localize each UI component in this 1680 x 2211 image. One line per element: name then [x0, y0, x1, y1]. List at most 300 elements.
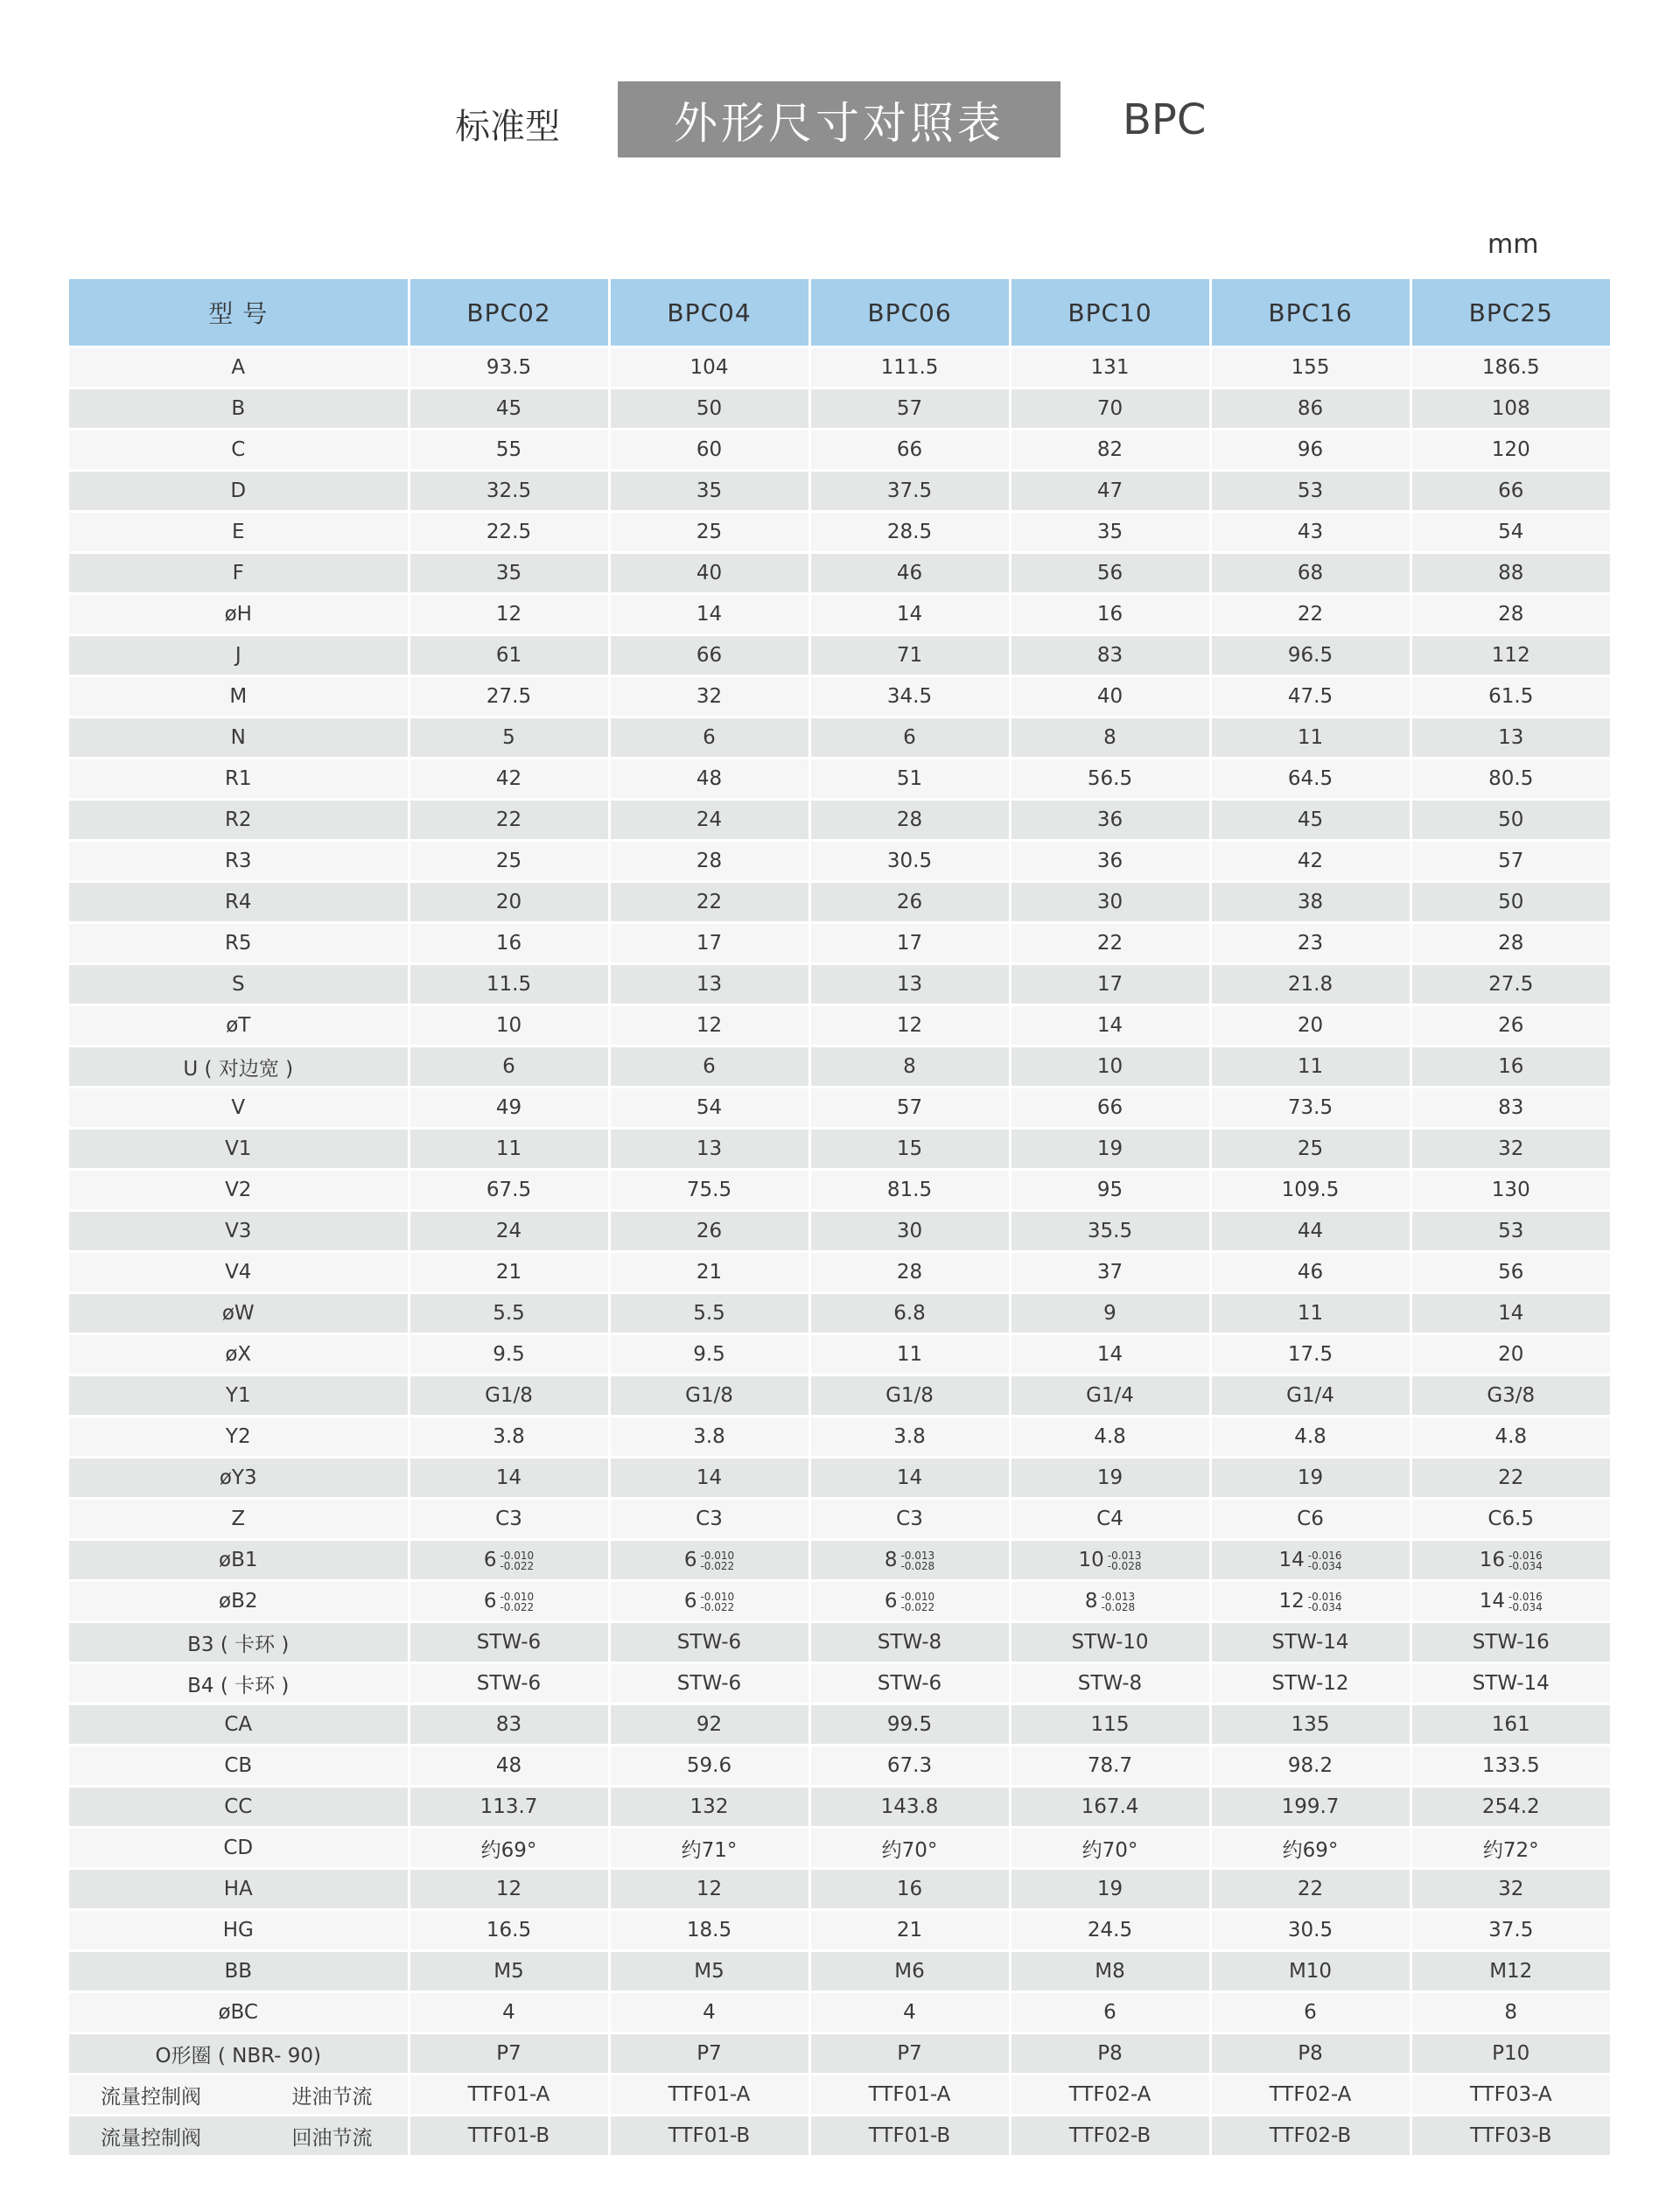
table-cell: STW-8	[1010, 1663, 1210, 1704]
table-cell: 111.5	[809, 347, 1010, 388]
table-cell: 4.8	[1210, 1417, 1410, 1458]
table-cell: 约69°	[1210, 1828, 1410, 1869]
table-row	[69, 759, 1610, 800]
table-cell: 35	[409, 553, 609, 594]
page-header	[0, 81, 1680, 157]
table-cell: 66	[809, 430, 1010, 471]
table-cell: 28	[809, 800, 1010, 841]
table-cell: 21.8	[1210, 964, 1410, 1005]
table-cell: STW-6	[409, 1663, 609, 1704]
table-cell: 12	[409, 1869, 609, 1910]
table-cell: 167.4	[1010, 1787, 1210, 1828]
table-cell: STW-6	[609, 1622, 809, 1663]
nominal-value: 6	[683, 1549, 697, 1571]
table-cell: 28	[609, 841, 809, 882]
table-cell: 71	[809, 635, 1010, 676]
table-cell: 30.5	[1210, 1910, 1410, 1951]
table-cell: 64.5	[1210, 759, 1410, 800]
table-cell: 133.5	[1410, 1746, 1610, 1787]
table-cell: 120	[1410, 430, 1610, 471]
row-label: R4	[69, 882, 409, 923]
table-cell: 11.5	[409, 964, 609, 1005]
column-header-model: 型 号	[69, 279, 409, 347]
valve-label: 流量控制阀	[101, 2126, 201, 2150]
table-cell: 28.5	[809, 512, 1010, 553]
table-cell: 68	[1210, 553, 1410, 594]
table-row	[69, 1499, 1610, 1540]
table-cell: 14	[609, 1458, 809, 1499]
table-cell: 17	[809, 923, 1010, 964]
table-cell: 26	[1410, 1005, 1610, 1046]
table-cell: 14	[609, 594, 809, 635]
table-cell: 12	[409, 594, 609, 635]
nominal-value: 6	[483, 1590, 497, 1613]
tolerance-values	[1108, 1550, 1142, 1571]
table-row	[69, 1211, 1610, 1252]
table-cell: STW-14	[1410, 1663, 1610, 1704]
table-row	[69, 1663, 1610, 1704]
table-cell: 19	[1010, 1869, 1210, 1910]
upper-tolerance: -0.016	[1307, 1549, 1342, 1562]
table-cell: 36	[1010, 841, 1210, 882]
table-row	[69, 882, 1610, 923]
row-label: J	[69, 635, 409, 676]
table-cell: 37.5	[1410, 1910, 1610, 1951]
row-label: A	[69, 347, 409, 388]
row-label: CD	[69, 1828, 409, 1869]
table-cell: 11	[809, 1334, 1010, 1375]
table-cell: M8	[1010, 1951, 1210, 1992]
table-cell: 38	[1210, 882, 1410, 923]
nominal-value: 16	[1479, 1549, 1506, 1571]
tolerance-cell	[409, 1581, 609, 1622]
table-cell: C4	[1010, 1499, 1210, 1540]
row-label: N	[69, 717, 409, 759]
table-cell: 86	[1210, 388, 1410, 430]
row-label: R3	[69, 841, 409, 882]
table-cell: STW-6	[409, 1622, 609, 1663]
table-cell: G1/8	[409, 1375, 609, 1417]
dimension-table	[69, 279, 1610, 2158]
table-cell: 19	[1010, 1458, 1210, 1499]
table-cell: 75.5	[609, 1170, 809, 1211]
table-row	[69, 1129, 1610, 1170]
row-label: V4	[69, 1252, 409, 1293]
table-cell: 约69°	[409, 1828, 609, 1869]
table-cell: 17	[609, 923, 809, 964]
table-cell: 83	[409, 1704, 609, 1746]
lower-tolerance: -0.034	[1508, 1600, 1543, 1613]
table-cell: 16	[409, 923, 609, 964]
table-cell: 199.7	[1210, 1787, 1410, 1828]
table-cell: STW-6	[809, 1663, 1010, 1704]
table-header-row	[69, 279, 1610, 347]
table-cell: 9	[1010, 1293, 1210, 1334]
table-cell: 42	[409, 759, 609, 800]
table-cell: 约70°	[809, 1828, 1010, 1869]
table-cell: 5	[409, 717, 609, 759]
table-cell: 82	[1010, 430, 1210, 471]
table-cell: 26	[609, 1211, 809, 1252]
table-cell: 131	[1010, 347, 1210, 388]
row-label: CC	[69, 1787, 409, 1828]
table-row	[69, 1252, 1610, 1293]
table-cell: M5	[609, 1951, 809, 1992]
table-row	[69, 841, 1610, 882]
table-cell: 17	[1010, 964, 1210, 1005]
table-cell: 40	[1010, 676, 1210, 717]
table-cell: 115	[1010, 1704, 1210, 1746]
upper-tolerance: -0.013	[900, 1549, 935, 1562]
table-row	[69, 1540, 1610, 1581]
table-cell: 67.5	[409, 1170, 609, 1211]
table-row	[69, 1375, 1610, 1417]
tolerance-cell	[1410, 1581, 1610, 1622]
table-cell: 109.5	[1210, 1170, 1410, 1211]
lower-tolerance: -0.022	[700, 1600, 735, 1613]
table-cell: 132	[609, 1787, 809, 1828]
lower-tolerance: -0.034	[1307, 1600, 1342, 1613]
table-cell: 13	[609, 1129, 809, 1170]
table-cell: 37.5	[809, 471, 1010, 512]
nominal-value: 6	[683, 1590, 697, 1613]
table-cell: 12	[609, 1005, 809, 1046]
table-cell: M5	[409, 1951, 609, 1992]
table-cell: 32.5	[409, 471, 609, 512]
table-cell: 70	[1010, 388, 1210, 430]
table-cell: 14	[1010, 1005, 1210, 1046]
table-cell: 54	[609, 1088, 809, 1129]
table-cell: TTF01-B	[409, 2116, 609, 2157]
table-row	[69, 1869, 1610, 1910]
table-cell: 6	[1010, 1992, 1210, 2033]
table-row	[69, 1293, 1610, 1334]
table-row	[69, 1787, 1610, 1828]
nominal-value: 12	[1278, 1590, 1305, 1613]
lower-tolerance: -0.022	[700, 1559, 735, 1572]
table-cell: 53	[1210, 471, 1410, 512]
table-row	[69, 1746, 1610, 1787]
table-cell: 6	[409, 1046, 609, 1088]
table-cell: TTF02-B	[1210, 2116, 1410, 2157]
table-row	[69, 1005, 1610, 1046]
table-cell: 113.7	[409, 1787, 609, 1828]
tolerance-cell	[1410, 1540, 1610, 1581]
table-row	[69, 553, 1610, 594]
tolerance-values	[900, 1592, 934, 1613]
lower-tolerance: -0.034	[1508, 1559, 1543, 1572]
table-cell: 96.5	[1210, 635, 1410, 676]
table-cell: STW-14	[1210, 1622, 1410, 1663]
row-label	[69, 2075, 409, 2116]
table-cell: C3	[609, 1499, 809, 1540]
table-cell: 35	[1010, 512, 1210, 553]
table-cell: 28	[809, 1252, 1010, 1293]
table-row	[69, 1704, 1610, 1746]
table-cell: 约70°	[1010, 1828, 1210, 1869]
row-label: CA	[69, 1704, 409, 1746]
table-cell: 73.5	[1210, 1088, 1410, 1129]
table-row	[69, 594, 1610, 635]
table-cell: 104	[609, 347, 809, 388]
table-cell: 57	[809, 1088, 1010, 1129]
table-cell: 22.5	[409, 512, 609, 553]
row-label: HG	[69, 1910, 409, 1951]
table-cell: 16.5	[409, 1910, 609, 1951]
table-cell: 57	[809, 388, 1010, 430]
table-cell: M12	[1410, 1951, 1610, 1992]
table-cell: 21	[609, 1252, 809, 1293]
row-label: R2	[69, 800, 409, 841]
upper-tolerance: -0.016	[1508, 1590, 1543, 1603]
upper-tolerance: -0.010	[700, 1590, 735, 1603]
table-cell: 67.3	[809, 1746, 1010, 1787]
table-cell: 24.5	[1010, 1910, 1210, 1951]
upper-tolerance: -0.010	[500, 1590, 535, 1603]
table-row	[69, 2116, 1610, 2157]
table-cell: 9.5	[609, 1334, 809, 1375]
table-cell: C3	[809, 1499, 1010, 1540]
nominal-value: 14	[1278, 1549, 1305, 1571]
row-label: Y2	[69, 1417, 409, 1458]
tolerance-cell	[409, 1540, 609, 1581]
table-cell: 50	[1410, 800, 1610, 841]
column-header: BPC16	[1210, 279, 1410, 347]
table-cell: 48	[609, 759, 809, 800]
table-cell: 254.2	[1410, 1787, 1610, 1828]
tolerance-values	[1101, 1592, 1135, 1613]
lower-tolerance: -0.022	[500, 1559, 535, 1572]
row-label	[69, 2116, 409, 2157]
row-label: B3 ( 卡环 )	[69, 1622, 409, 1663]
table-cell: 35.5	[1010, 1211, 1210, 1252]
table-cell: C3	[409, 1499, 609, 1540]
table-cell: 40	[609, 553, 809, 594]
upper-tolerance: -0.016	[1307, 1590, 1342, 1603]
table-cell: 56	[1010, 553, 1210, 594]
table-cell: 3.8	[409, 1417, 609, 1458]
table-cell: 6	[609, 717, 809, 759]
table-cell: 14	[809, 1458, 1010, 1499]
table-cell: 130	[1410, 1170, 1610, 1211]
table-cell: 28	[1410, 923, 1610, 964]
tolerance-cell	[609, 1540, 809, 1581]
table-cell: G1/4	[1010, 1375, 1210, 1417]
table-cell: 46	[1210, 1252, 1410, 1293]
upper-tolerance: -0.016	[1508, 1549, 1543, 1562]
tolerance-values	[500, 1592, 534, 1613]
table-cell: 25	[609, 512, 809, 553]
table-row	[69, 1951, 1610, 1992]
nominal-value: 8	[1084, 1590, 1098, 1613]
table-cell: 24	[609, 800, 809, 841]
upper-tolerance: -0.013	[1101, 1590, 1136, 1603]
table-cell: 22	[1210, 594, 1410, 635]
lower-tolerance: -0.028	[900, 1559, 935, 1572]
throttle-type-label: 回油节流	[291, 2126, 373, 2150]
table-cell: 47	[1010, 471, 1210, 512]
upper-tolerance: -0.010	[700, 1549, 735, 1562]
lower-tolerance: -0.022	[900, 1600, 935, 1613]
table-cell: 28	[1410, 594, 1610, 635]
table-cell: 43	[1210, 512, 1410, 553]
table-cell: G1/8	[809, 1375, 1010, 1417]
table-cell: 112	[1410, 635, 1610, 676]
table-cell: TTF01-B	[609, 2116, 809, 2157]
upper-tolerance: -0.010	[900, 1590, 935, 1603]
table-cell: 161	[1410, 1704, 1610, 1746]
table-row	[69, 430, 1610, 471]
table-cell: 14	[809, 594, 1010, 635]
tolerance-values	[1508, 1550, 1543, 1571]
table-row	[69, 964, 1610, 1005]
table-cell: 13	[1410, 717, 1610, 759]
tolerance-cell	[1010, 1581, 1210, 1622]
page-title: 外形尺寸对照表	[618, 81, 1060, 157]
table-cell: 53	[1410, 1211, 1610, 1252]
row-label: V	[69, 1088, 409, 1129]
tolerance-values	[1308, 1592, 1342, 1613]
table-cell: 21	[409, 1252, 609, 1293]
table-cell: 3.8	[609, 1417, 809, 1458]
lower-tolerance: -0.028	[1101, 1600, 1136, 1613]
table-cell: 32	[1410, 1869, 1610, 1910]
tolerance-cell	[809, 1540, 1010, 1581]
table-row	[69, 676, 1610, 717]
table-cell: TTF02-A	[1010, 2075, 1210, 2116]
table-cell: 186.5	[1410, 347, 1610, 388]
row-label: CB	[69, 1746, 409, 1787]
table-row	[69, 2033, 1610, 2075]
table-cell: 19	[1010, 1129, 1210, 1170]
row-label: O形圈 ( NBR- 90)	[69, 2033, 409, 2075]
tolerance-values	[900, 1550, 934, 1571]
row-label: R1	[69, 759, 409, 800]
table-cell: G1/8	[609, 1375, 809, 1417]
row-label: S	[69, 964, 409, 1005]
table-cell: 14	[1410, 1293, 1610, 1334]
row-label: V1	[69, 1129, 409, 1170]
table-cell: TTF03-A	[1410, 2075, 1610, 2116]
row-label: V2	[69, 1170, 409, 1211]
table-cell: STW-8	[809, 1622, 1010, 1663]
table-cell: 19	[1210, 1458, 1410, 1499]
table-cell: P7	[809, 2033, 1010, 2075]
row-label: øX	[69, 1334, 409, 1375]
table-cell: 49	[409, 1088, 609, 1129]
tolerance-cell	[609, 1581, 809, 1622]
table-cell: 4	[809, 1992, 1010, 2033]
table-cell: 6	[609, 1046, 809, 1088]
upper-tolerance: -0.013	[1107, 1549, 1142, 1562]
row-label: øH	[69, 594, 409, 635]
table-cell: 95	[1010, 1170, 1210, 1211]
tolerance-cell	[1210, 1581, 1410, 1622]
table-cell: 25	[409, 841, 609, 882]
table-cell: 30	[1010, 882, 1210, 923]
table-cell: 143.8	[809, 1787, 1010, 1828]
table-cell: 23	[1210, 923, 1410, 964]
table-row	[69, 512, 1610, 553]
table-row	[69, 800, 1610, 841]
table-cell: 83	[1010, 635, 1210, 676]
table-cell: 6	[809, 717, 1010, 759]
table-cell: 21	[809, 1910, 1010, 1951]
table-cell: 26	[809, 882, 1010, 923]
table-cell: 32	[1410, 1129, 1610, 1170]
valve-label: 流量控制阀	[101, 2085, 201, 2109]
column-header: BPC04	[609, 279, 809, 347]
table-cell: 17.5	[1210, 1334, 1410, 1375]
table-cell: 66	[609, 635, 809, 676]
table-cell: TTF01-A	[809, 2075, 1010, 2116]
table-cell: 20	[409, 882, 609, 923]
table-cell: STW-10	[1010, 1622, 1210, 1663]
table-cell: 20	[1210, 1005, 1410, 1046]
table-cell: 11	[409, 1129, 609, 1170]
table-cell: P8	[1210, 2033, 1410, 2075]
series-type-label: 标准型	[455, 107, 560, 147]
row-label: øW	[69, 1293, 409, 1334]
table-cell: 4.8	[1410, 1417, 1610, 1458]
table-cell: 18.5	[609, 1910, 809, 1951]
row-label: R5	[69, 923, 409, 964]
table-row	[69, 1170, 1610, 1211]
nominal-value: 6	[884, 1590, 898, 1613]
nominal-value: 6	[483, 1549, 497, 1571]
table-cell: 14	[1010, 1334, 1210, 1375]
table-cell: 16	[1410, 1046, 1610, 1088]
table-row	[69, 923, 1610, 964]
table-cell: 4	[609, 1992, 809, 2033]
table-cell: 25	[1210, 1129, 1410, 1170]
table-cell: 约72°	[1410, 1828, 1610, 1869]
table-cell: 13	[609, 964, 809, 1005]
table-cell: 15	[809, 1129, 1010, 1170]
table-cell: 80.5	[1410, 759, 1610, 800]
table-cell: 99.5	[809, 1704, 1010, 1746]
table-cell: 8	[1010, 717, 1210, 759]
row-label: V3	[69, 1211, 409, 1252]
lower-tolerance: -0.034	[1307, 1559, 1342, 1572]
table-cell: 45	[1210, 800, 1410, 841]
throttle-type-label: 进油节流	[291, 2085, 373, 2109]
row-label: øB2	[69, 1581, 409, 1622]
column-header: BPC06	[809, 279, 1010, 347]
table-cell: 155	[1210, 347, 1410, 388]
table-cell: P10	[1410, 2033, 1610, 2075]
table-row	[69, 635, 1610, 676]
tolerance-values	[1308, 1550, 1342, 1571]
table-cell: C6.5	[1410, 1499, 1610, 1540]
table-cell: 35	[609, 471, 809, 512]
table-cell: 22	[609, 882, 809, 923]
table-cell: 27.5	[1410, 964, 1610, 1005]
table-cell: 27.5	[409, 676, 609, 717]
nominal-value: 10	[1078, 1549, 1104, 1571]
table-cell: 37	[1010, 1252, 1210, 1293]
table-cell: 108	[1410, 388, 1610, 430]
table-cell: 6.8	[809, 1293, 1010, 1334]
table-cell: 56.5	[1010, 759, 1210, 800]
table-cell: 36	[1010, 800, 1210, 841]
table-row	[69, 347, 1610, 388]
row-label: HA	[69, 1869, 409, 1910]
column-header: BPC10	[1010, 279, 1210, 347]
table-cell: 66	[1410, 471, 1610, 512]
table-row	[69, 717, 1610, 759]
table-cell: 约71°	[609, 1828, 809, 1869]
